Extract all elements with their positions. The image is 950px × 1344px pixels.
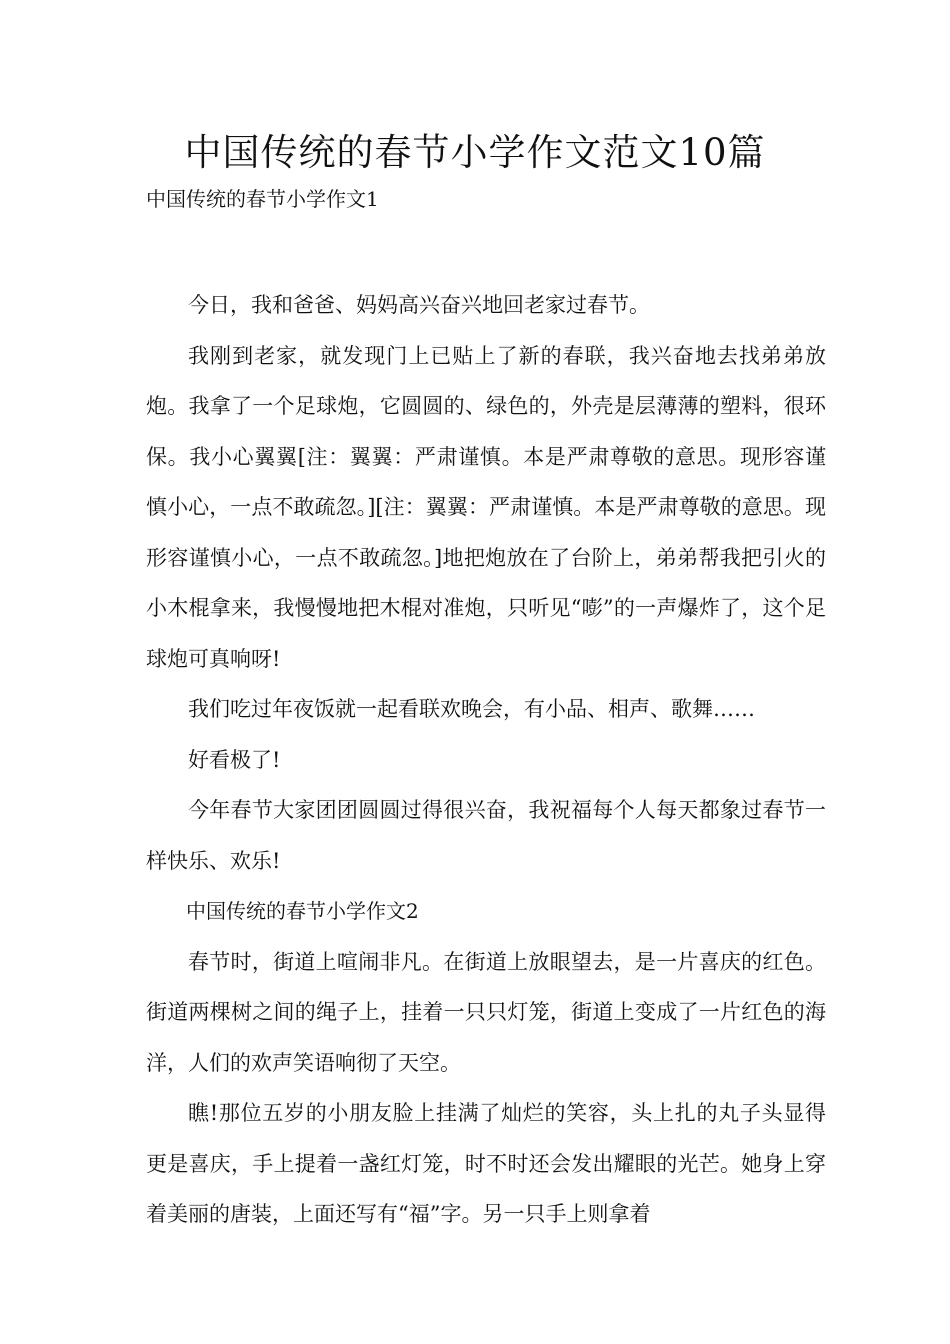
- paragraph: 春节时，街道上喧闹非凡。在街道上放眼望去，是一片喜庆的红色。街道两棵树之间的绳子上，挂着一只只灯笼，街道上变成了一片红色的海洋，人们的欢声笑语响彻了天空。: [146, 949, 826, 1075]
- paragraph: 今日，我和爸爸、妈妈高兴奋兴地回老家过春节。: [188, 293, 650, 317]
- paragraph: 我刚到老家，就发现门上已贴上了新的春联，我兴奋地去找弟弟放炮。我拿了一个足球炮，它圆圆的、绿色的，外壳是层薄薄的塑料，很环保。我小心翼翼[注：翼翼：严肃谨慎。本是严肃尊敬的意思。现形容谨慎小心，一点不敢疏忽。][注：翼翼：严肃谨慎。本是严肃尊敬的意思。现形容谨慎小心，一点不敢疏忽。]地把炮放在了台阶上，弟弟帮我把引火的小木棍拿来，我慢慢地把木棍对准炮，只听见“嘭”的一声爆炸了，这个足球炮可真响呀!: [146, 343, 826, 671]
- document-title: 中国传统的春节小学作文范文10篇: [184, 131, 766, 174]
- paragraph: 瞧!那位五岁的小朋友脸上挂满了灿烂的笑容，头上扎的丸子头显得更是喜庆，手上提着一盏红灯笼，时不时还会发出耀眼的光芒。她身上穿着美丽的唐装，上面还写有“福”字。另一只手上则拿着: [146, 1101, 826, 1226]
- paragraph: 我们吃过年夜饭就一起看联欢晚会，有小品、相声、歌舞……: [188, 697, 755, 721]
- paragraph: 今年春节大家团团圆圆过得很兴奋，我祝福每个人每天都象过春节一样快乐、欢乐!: [146, 798, 826, 873]
- essay-1-heading: 中国传统的春节小学作文1: [146, 187, 379, 211]
- paragraph: 好看极了!: [188, 747, 281, 772]
- document-body: [146, 280, 826, 1240]
- essay-2-heading: 中国传统的春节小学作文2: [186, 899, 419, 923]
